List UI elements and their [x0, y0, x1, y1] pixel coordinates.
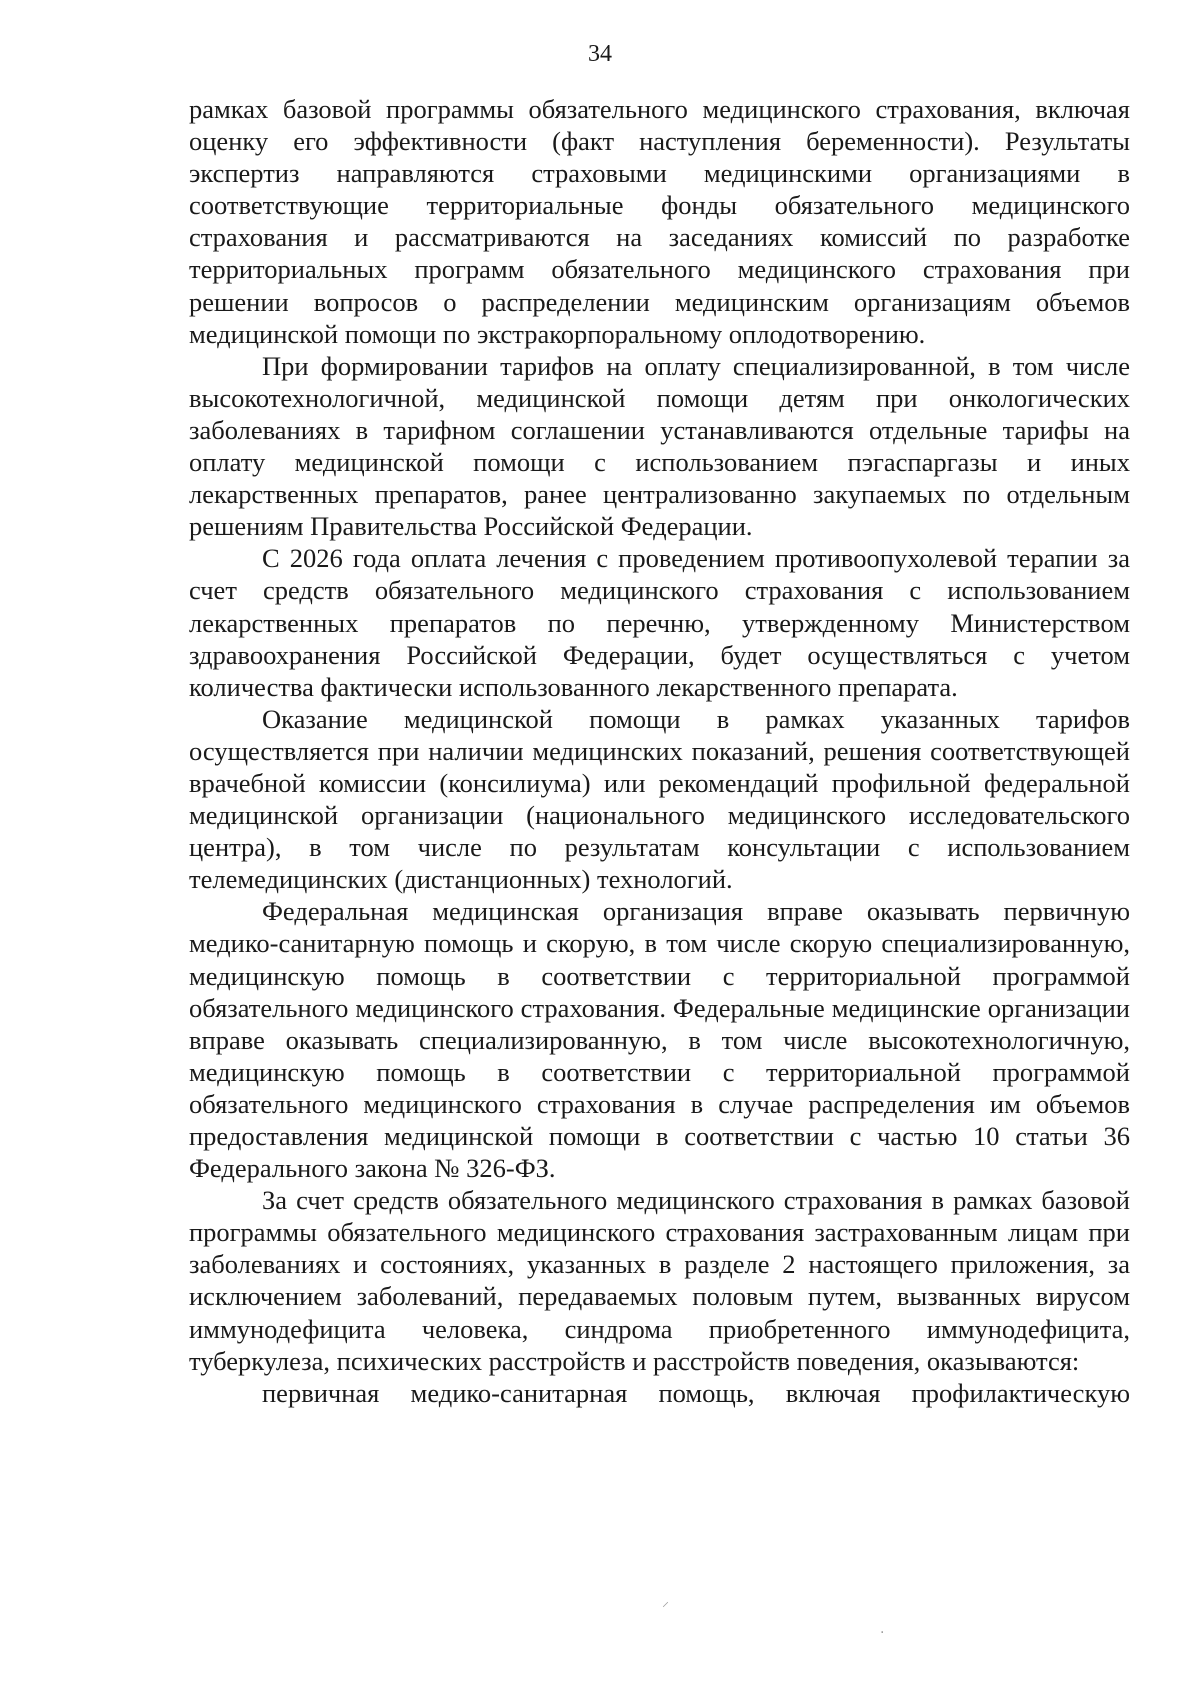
paragraph: При формировании тарифов на оплату специализированной, в том числе высокотехнологичной, медицинской помощи детям при онкологических заболеваниях в тарифном соглашении устанавливаются отдельные тарифы на оплату медицинской помощи с использованием пэгаспаргазы и иных лекарственных препаратов, ранее централизованно закупаемых по отдельным решениям Правительства Российской Федерации.	[189, 350, 1130, 542]
scan-speck: ·	[880, 1625, 885, 1641]
paragraph: С 2026 года оплата лечения с проведением противоопухолевой терапии за счет средств обязательного медицинского страхования с использованием лекарственных препаратов по перечню, утвержденному Министерством здравоохранения Российской Федерации, будет осуществляться с учетом количества фактически использованного лекарственного препарата.	[189, 543, 1130, 702]
page-number: 34	[588, 41, 612, 67]
paragraph: Федеральная медицинская организация вправе оказывать первичную медико-санитарную помощь и скорую, в том числе скорую специализированную, медицинскую помощь в соответствии с территориальной программой обязательного медицинского страхования. Федеральные медицинские организации вправе оказывать специализированную, в том числе высокотехнологичную, медицинскую помощь в соответствии с территориальной программой обязательного медицинского страхования в случае распределения им объемов предоставления медицинской помощи в соответствии с частью 10 статьи 36 Федерального закона № 326-ФЗ.	[189, 896, 1130, 1184]
paragraph: За счет средств обязательного медицинского страхования в рамках базовой программы обязательного медицинского страхования застрахованным лицам при заболеваниях и состояниях, указанных в разделе 2 настоящего приложения, за исключением заболеваний, передаваемых половым путем, вызванных вирусом иммунодефицита человека, синдрома приобретенного иммунодефицита, туберкулеза, психических расстройств и расстройств поведения, оказываются:	[189, 1185, 1130, 1376]
paragraph: первичная медико-санитарная помощь, включая профилактическую	[262, 1377, 1130, 1408]
document-body	[189, 93, 1130, 1409]
paragraph: Оказание медицинской помощи в рамках указанных тарифов осуществляется при наличии медицинских показаний, решения соответствующей врачебной комиссии (консилиума) или рекомендаций профильной федеральной медицинской организации (национального медицинского исследовательского центра), в том числе по результатам консультации с использованием телемедицинских (дистанционных) технологий.	[189, 703, 1130, 895]
paragraph: рамках базовой программы обязательного медицинского страхования, включая оценку его эффективности (факт наступления беременности). Результаты экспертиз направляются страховыми медицинскими организациями в соответствующие территориальные фонды обязательного медицинского страхования и рассматриваются на заседаниях комиссий по разработке территориальных программ обязательного медицинского страхования при решении вопросов о распределении медицинским организациям объемов медицинской помощи по экстракорпоральному оплодотворению.	[189, 94, 1130, 349]
scan-speck: ⸝	[662, 1594, 669, 1610]
